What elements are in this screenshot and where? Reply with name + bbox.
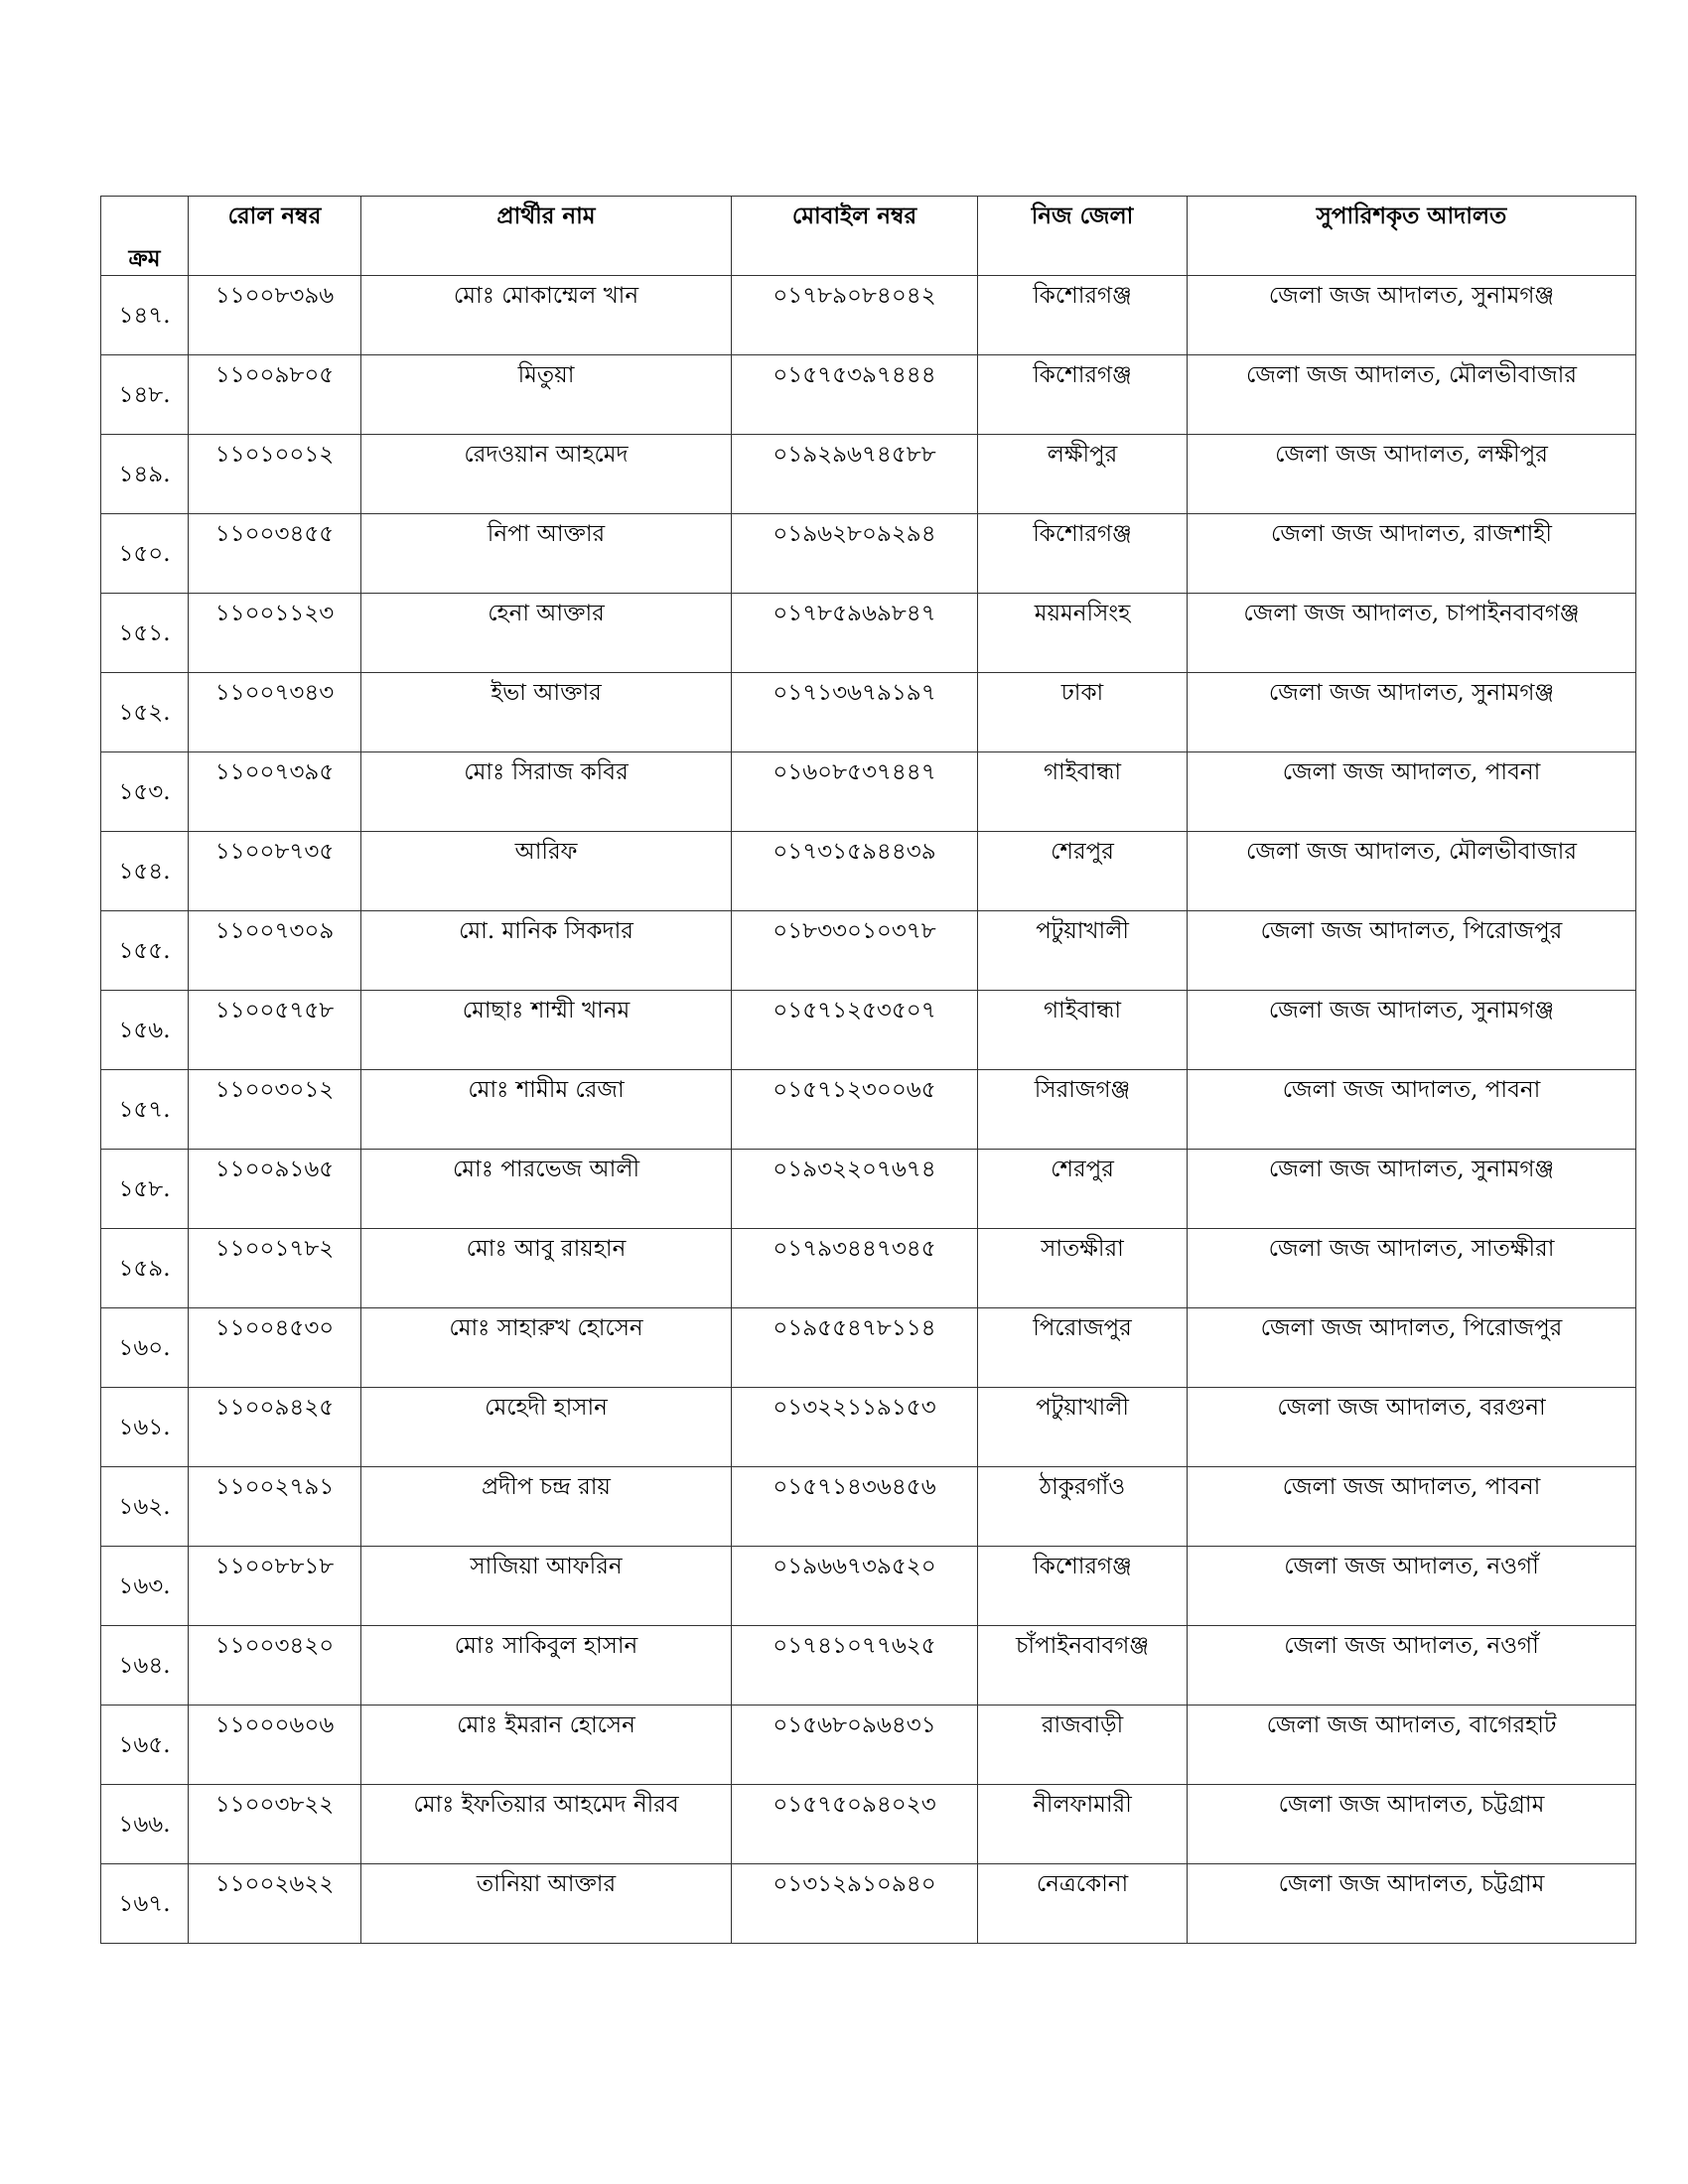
cell-district: কিশোরগঞ্জ: [978, 355, 1188, 435]
cell-roll: ১১০০৯৮০৫: [189, 355, 361, 435]
table-row: [101, 435, 1636, 514]
cell-roll: ১১০০১১২৩: [189, 594, 361, 673]
cell-mobile: ০১৩১২৯১০৯৪০: [732, 1864, 978, 1944]
cell-mobile: ০১৫৬৮০৯৬৪৩১: [732, 1706, 978, 1785]
cell-court: জেলা জজ আদালত, মৌলভীবাজার: [1188, 355, 1636, 435]
cell-serial: ১৫০.: [101, 514, 189, 594]
table-header: [101, 197, 1636, 276]
cell-court: জেলা জজ আদালত, নওগাঁ: [1188, 1547, 1636, 1626]
cell-name: হেনা আক্তার: [361, 594, 732, 673]
cell-name: মিতুয়া: [361, 355, 732, 435]
cell-serial: ১৬৩.: [101, 1547, 189, 1626]
cell-name: সাজিয়া আফরিন: [361, 1547, 732, 1626]
header-serial: ক্রম: [101, 197, 189, 276]
cell-roll: ১১০০৯৪২৫: [189, 1388, 361, 1467]
table-row: [101, 514, 1636, 594]
cell-mobile: ০১৭১৩৬৭৯১৯৭: [732, 673, 978, 752]
cell-name: মোঃ ইফতিয়ার আহমেদ নীরব: [361, 1785, 732, 1864]
table-row: [101, 355, 1636, 435]
cell-district: নীলফামারী: [978, 1785, 1188, 1864]
header-mobile: মোবাইল নম্বর: [732, 197, 978, 276]
cell-court: জেলা জজ আদালত, পিরোজপুর: [1188, 911, 1636, 991]
cell-serial: ১৫২.: [101, 673, 189, 752]
table-row: [101, 1785, 1636, 1864]
cell-serial: ১৬৭.: [101, 1864, 189, 1944]
table-row: [101, 832, 1636, 911]
cell-serial: ১৫৬.: [101, 991, 189, 1070]
cell-roll: ১১০০৭৩৪৩: [189, 673, 361, 752]
cell-district: সাতক্ষীরা: [978, 1229, 1188, 1308]
cell-mobile: ০১৮৩৩০১০৩৭৮: [732, 911, 978, 991]
header-district: নিজ জেলা: [978, 197, 1188, 276]
cell-roll: ১১০০২৭৯১: [189, 1467, 361, 1547]
cell-district: সিরাজগঞ্জ: [978, 1070, 1188, 1150]
table-row: [101, 752, 1636, 832]
cell-court: জেলা জজ আদালত, লক্ষীপুর: [1188, 435, 1636, 514]
cell-serial: ১৪৯.: [101, 435, 189, 514]
cell-roll: ১১০০৭৩৯৫: [189, 752, 361, 832]
table-row: [101, 1467, 1636, 1547]
cell-district: ঢাকা: [978, 673, 1188, 752]
table-row: [101, 673, 1636, 752]
table-row: [101, 1150, 1636, 1229]
cell-district: কিশোরগঞ্জ: [978, 1547, 1188, 1626]
cell-name: মোঃ মোকাম্মেল খান: [361, 276, 732, 355]
cell-mobile: ০১৭৮৫৯৬৯৮৪৭: [732, 594, 978, 673]
cell-name: মোঃ ইমরান হোসেন: [361, 1706, 732, 1785]
cell-district: শেরপুর: [978, 832, 1188, 911]
table-row: [101, 1626, 1636, 1706]
cell-district: ঠাকুরগাঁও: [978, 1467, 1188, 1547]
cell-roll: ১১০০৮৮১৮: [189, 1547, 361, 1626]
cell-name: প্রদীপ চন্দ্র রায়: [361, 1467, 732, 1547]
cell-court: জেলা জজ আদালত, সুনামগঞ্জ: [1188, 991, 1636, 1070]
cell-serial: ১৬০.: [101, 1308, 189, 1388]
header-name: প্রার্থীর নাম: [361, 197, 732, 276]
table-row: [101, 1229, 1636, 1308]
cell-court: জেলা জজ আদালত, বরগুনা: [1188, 1388, 1636, 1467]
cell-roll: ১১০০৯১৬৫: [189, 1150, 361, 1229]
cell-name: মেহেদী হাসান: [361, 1388, 732, 1467]
cell-mobile: ০১৯২৯৬৭৪৫৮৮: [732, 435, 978, 514]
table-row: [101, 276, 1636, 355]
cell-serial: ১৫১.: [101, 594, 189, 673]
cell-court: জেলা জজ আদালত, চট্টগ্রাম: [1188, 1864, 1636, 1944]
cell-name: ইভা আক্তার: [361, 673, 732, 752]
cell-serial: ১৬৬.: [101, 1785, 189, 1864]
cell-roll: ১১০০৩৪৫৫: [189, 514, 361, 594]
cell-mobile: ০১৫৭১২৩০০৬৫: [732, 1070, 978, 1150]
cell-serial: ১৬২.: [101, 1467, 189, 1547]
cell-court: জেলা জজ আদালত, পাবনা: [1188, 1467, 1636, 1547]
cell-name: মোঃ সাকিবুল হাসান: [361, 1626, 732, 1706]
cell-district: পিরোজপুর: [978, 1308, 1188, 1388]
cell-name: মোঃ শামীম রেজা: [361, 1070, 732, 1150]
cell-serial: ১৫৮.: [101, 1150, 189, 1229]
cell-court: জেলা জজ আদালত, মৌলভীবাজার: [1188, 832, 1636, 911]
cell-serial: ১৫৪.: [101, 832, 189, 911]
cell-name: নিপা আক্তার: [361, 514, 732, 594]
cell-district: চাঁপাইনবাবগঞ্জ: [978, 1626, 1188, 1706]
cell-roll: ১১০০৮৩৯৬: [189, 276, 361, 355]
cell-court: জেলা জজ আদালত, চট্টগ্রাম: [1188, 1785, 1636, 1864]
cell-name: মোঃ আবু রায়হান: [361, 1229, 732, 1308]
cell-mobile: ০১৭৮৯০৮৪০৪২: [732, 276, 978, 355]
cell-roll: ১১০০৩৮২২: [189, 1785, 361, 1864]
cell-roll: ১১০০১৭৮২: [189, 1229, 361, 1308]
cell-serial: ১৫৩.: [101, 752, 189, 832]
cell-mobile: ০১৯৩২২০৭৬৭৪: [732, 1150, 978, 1229]
header-court: সুপারিশকৃত আদালত: [1188, 197, 1636, 276]
cell-serial: ১৪৭.: [101, 276, 189, 355]
cell-mobile: ০১৭৪১০৭৭৬২৫: [732, 1626, 978, 1706]
cell-mobile: ০১৫৭১৪৩৬৪৫৬: [732, 1467, 978, 1547]
cell-name: মো. মানিক সিকদার: [361, 911, 732, 991]
cell-roll: ১১০০৪৫৩০: [189, 1308, 361, 1388]
table-row: [101, 594, 1636, 673]
cell-district: লক্ষীপুর: [978, 435, 1188, 514]
cell-district: পটুয়াখালী: [978, 1388, 1188, 1467]
cell-roll: ১১০০৫৭৫৮: [189, 991, 361, 1070]
cell-roll: ১১০০৭৩০৯: [189, 911, 361, 991]
cell-district: রাজবাড়ী: [978, 1706, 1188, 1785]
cell-roll: ১১০১০০১২: [189, 435, 361, 514]
cell-district: গাইবান্ধা: [978, 991, 1188, 1070]
cell-serial: ১৬৪.: [101, 1626, 189, 1706]
cell-court: জেলা জজ আদালত, পিরোজপুর: [1188, 1308, 1636, 1388]
cell-roll: ১১০০০৬০৬: [189, 1706, 361, 1785]
cell-district: নেত্রকোনা: [978, 1864, 1188, 1944]
cell-serial: ১৬৫.: [101, 1706, 189, 1785]
cell-name: রেদওয়ান আহমেদ: [361, 435, 732, 514]
cell-roll: ১১০০৮৭৩৫: [189, 832, 361, 911]
cell-name: তানিয়া আক্তার: [361, 1864, 732, 1944]
cell-mobile: ০১৭৯৩৪৪৭৩৪৫: [732, 1229, 978, 1308]
cell-serial: ১৫৫.: [101, 911, 189, 991]
cell-court: জেলা জজ আদালত, পাবনা: [1188, 752, 1636, 832]
cell-court: জেলা জজ আদালত, রাজশাহী: [1188, 514, 1636, 594]
cell-court: জেলা জজ আদালত, সুনামগঞ্জ: [1188, 1150, 1636, 1229]
table-row: [101, 1864, 1636, 1944]
cell-roll: ১১০০২৬২২: [189, 1864, 361, 1944]
cell-court: জেলা জজ আদালত, সাতক্ষীরা: [1188, 1229, 1636, 1308]
cell-mobile: ০১৫৭১২৫৩৫০৭: [732, 991, 978, 1070]
cell-district: কিশোরগঞ্জ: [978, 514, 1188, 594]
cell-court: জেলা জজ আদালত, নওগাঁ: [1188, 1626, 1636, 1706]
cell-court: জেলা জজ আদালত, পাবনা: [1188, 1070, 1636, 1150]
cell-name: আরিফ: [361, 832, 732, 911]
cell-court: জেলা জজ আদালত, সুনামগঞ্জ: [1188, 673, 1636, 752]
cell-district: পটুয়াখালী: [978, 911, 1188, 991]
cell-serial: ১৫৯.: [101, 1229, 189, 1308]
table-row: [101, 1388, 1636, 1467]
cell-court: জেলা জজ আদালত, বাগেরহাট: [1188, 1706, 1636, 1785]
cell-name: মোঃ পারভেজ আলী: [361, 1150, 732, 1229]
results-table: [100, 196, 1636, 1944]
cell-mobile: ০১৩২২১১৯১৫৩: [732, 1388, 978, 1467]
cell-mobile: ০১৫৭৫০৯৪০২৩: [732, 1785, 978, 1864]
header-row: [101, 197, 1636, 276]
table-row: [101, 1547, 1636, 1626]
cell-name: মোঃ সিরাজ কবির: [361, 752, 732, 832]
cell-mobile: ০১৯৫৫৪৭৮১১৪: [732, 1308, 978, 1388]
table-row: [101, 1308, 1636, 1388]
cell-serial: ১৬১.: [101, 1388, 189, 1467]
header-roll: রোল নম্বর: [189, 197, 361, 276]
cell-mobile: ০১৯৬৬৭৩৯৫২০: [732, 1547, 978, 1626]
table-body: [101, 276, 1636, 1944]
cell-mobile: ০১৭৩১৫৯৪৪৩৯: [732, 832, 978, 911]
cell-name: মোছাঃ শাম্মী খানম: [361, 991, 732, 1070]
cell-mobile: ০১৯৬২৮০৯২৯৪: [732, 514, 978, 594]
cell-roll: ১১০০৩৪২০: [189, 1626, 361, 1706]
table-row: [101, 911, 1636, 991]
cell-district: গাইবান্ধা: [978, 752, 1188, 832]
cell-name: মোঃ সাহারুখ হোসেন: [361, 1308, 732, 1388]
cell-mobile: ০১৫৭৫৩৯৭৪৪৪: [732, 355, 978, 435]
cell-court: জেলা জজ আদালত, সুনামগঞ্জ: [1188, 276, 1636, 355]
table-row: [101, 991, 1636, 1070]
cell-district: কিশোরগঞ্জ: [978, 276, 1188, 355]
cell-serial: ১৫৭.: [101, 1070, 189, 1150]
cell-mobile: ০১৬০৮৫৩৭৪৪৭: [732, 752, 978, 832]
cell-district: ময়মনসিংহ: [978, 594, 1188, 673]
table-row: [101, 1706, 1636, 1785]
cell-roll: ১১০০৩০১২: [189, 1070, 361, 1150]
cell-serial: ১৪৮.: [101, 355, 189, 435]
table-row: [101, 1070, 1636, 1150]
cell-district: শেরপুর: [978, 1150, 1188, 1229]
cell-court: জেলা জজ আদালত, চাপাইনবাবগঞ্জ: [1188, 594, 1636, 673]
